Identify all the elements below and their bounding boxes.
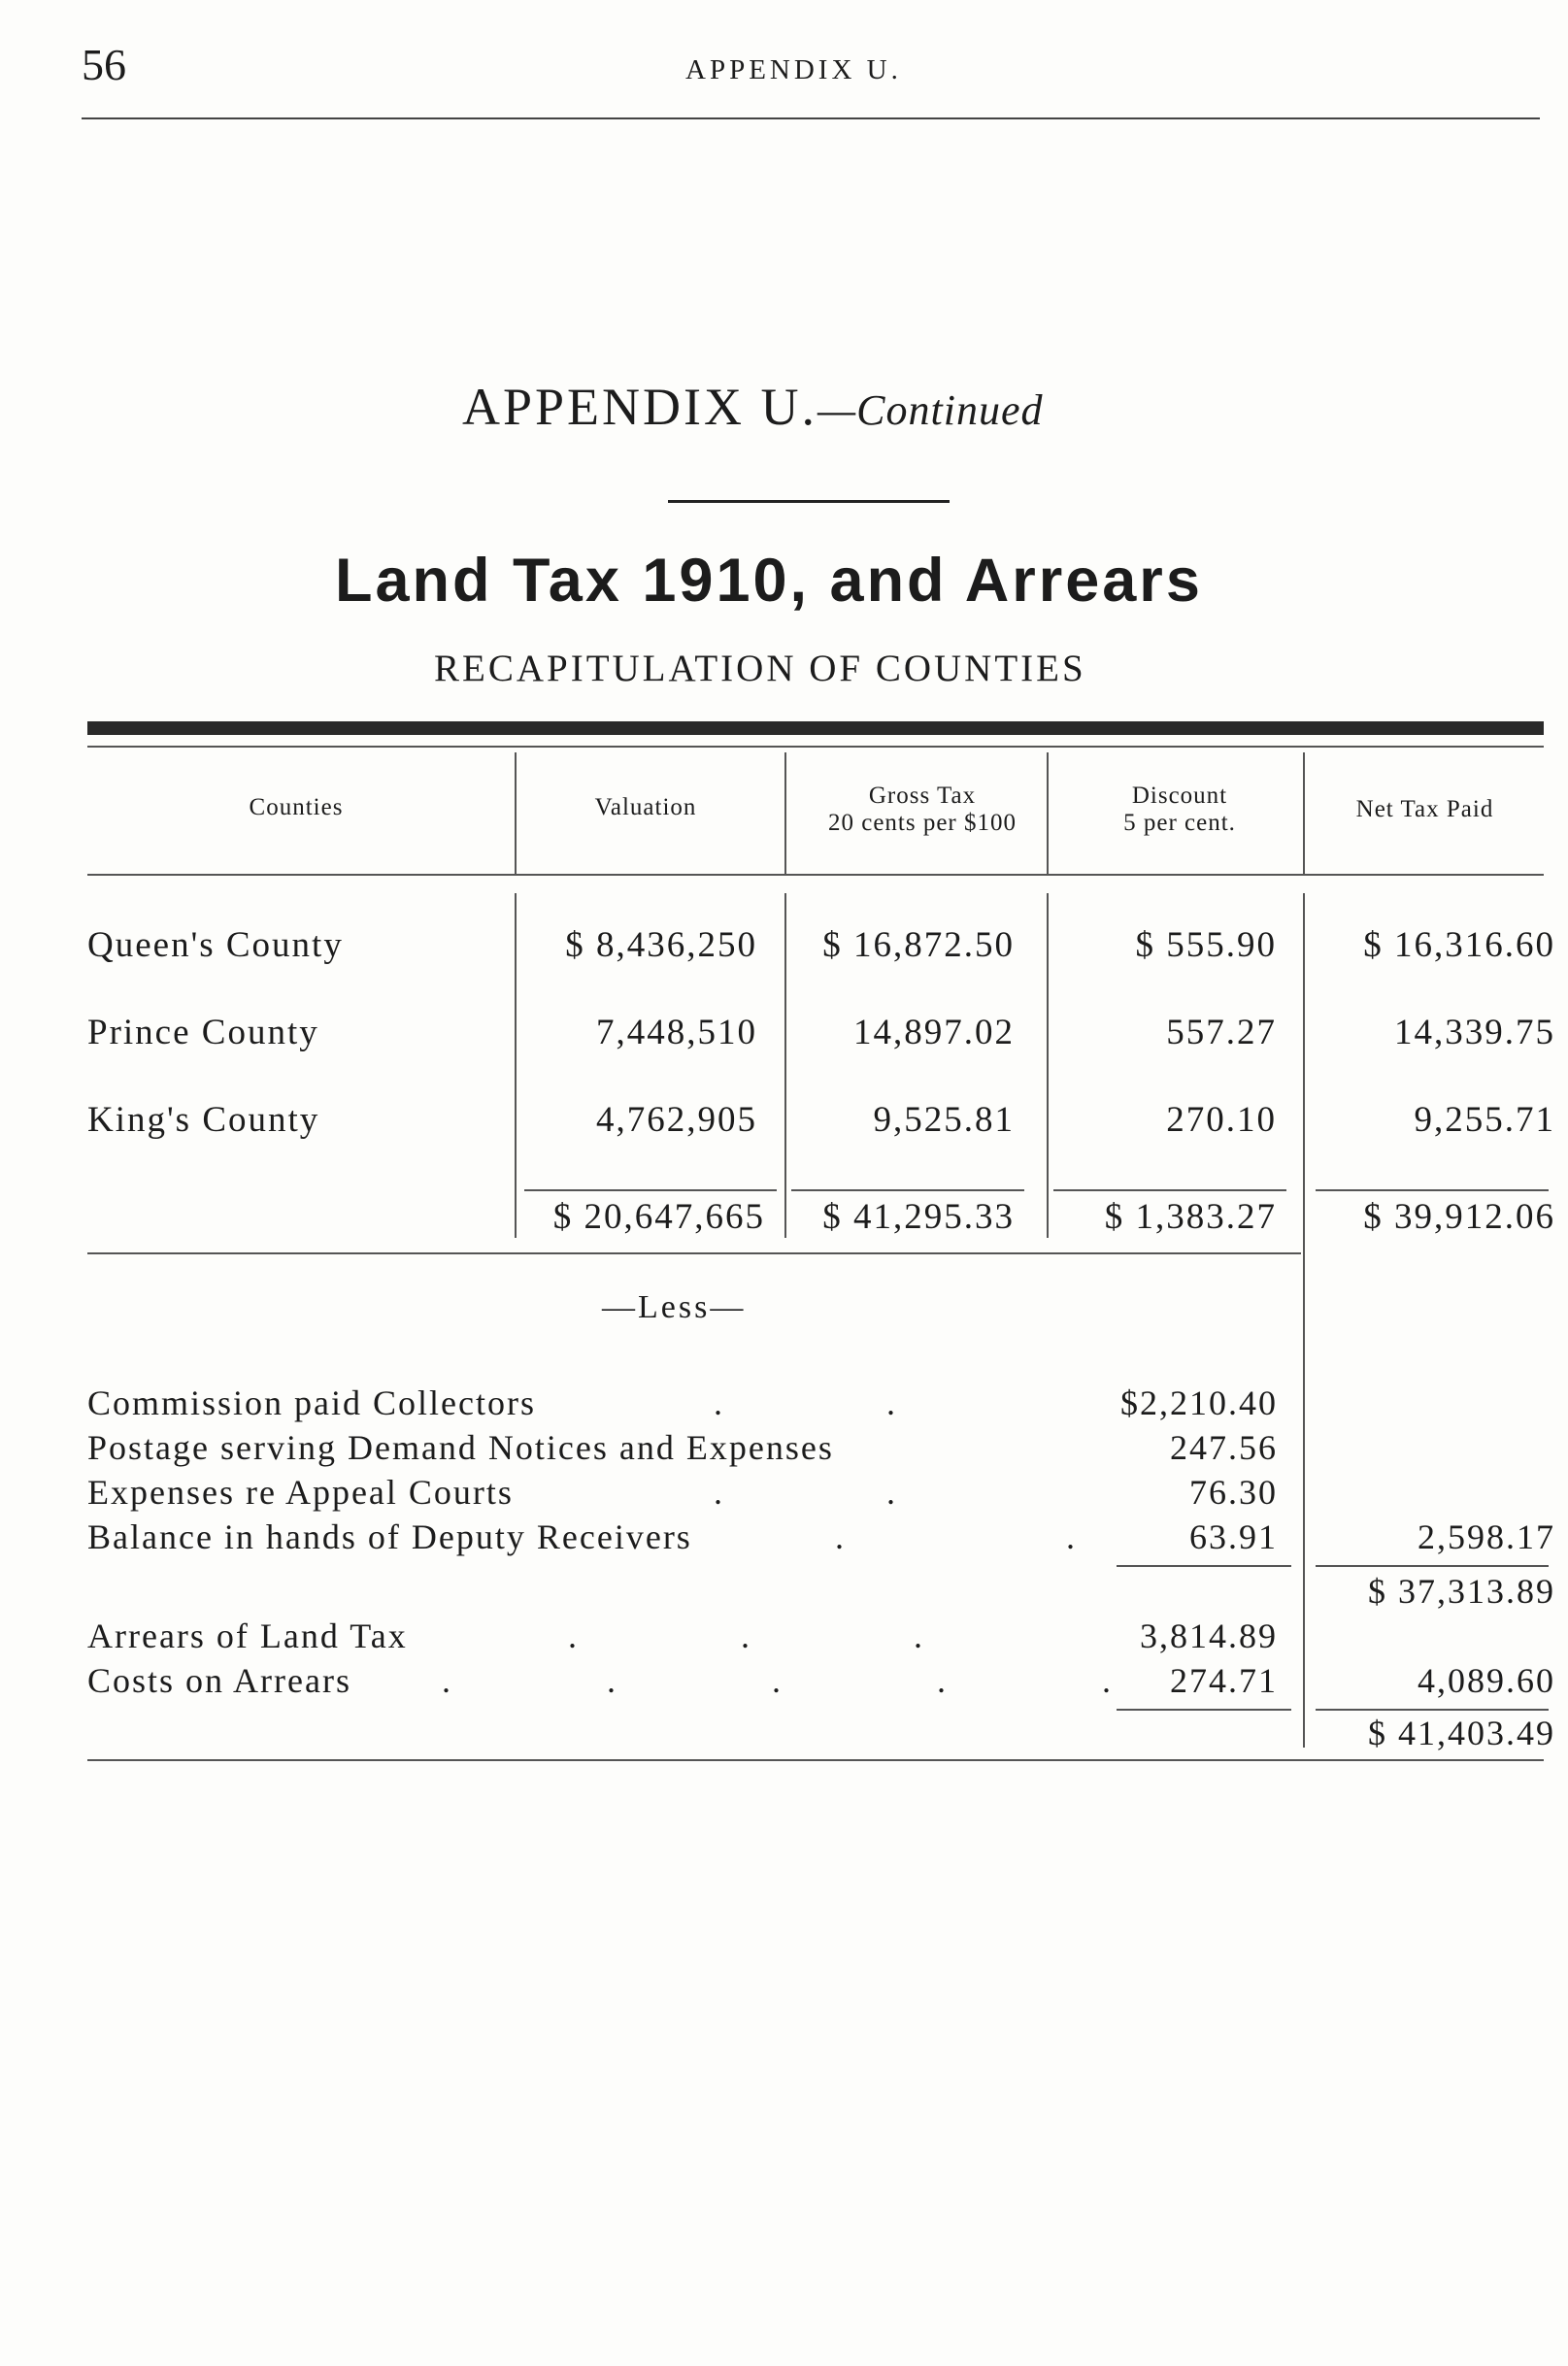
net-tax-total: $ 39,912.06 [1363,1197,1555,1237]
arrears-label: Costs on Arrears [87,1661,351,1700]
deduction-label: Commission paid Collectors [87,1383,536,1422]
net-tax-cell: 9,255.71 [1414,1100,1555,1140]
subtotal-rule [1316,1565,1549,1567]
running-title: APPENDIX U. [685,54,902,85]
county-name: Queen's County [87,925,344,965]
col-separator [1303,893,1305,1748]
discount-total: $ 1,383.27 [1104,1197,1277,1237]
col-separator [515,752,517,874]
table-body-rule [87,1252,1301,1254]
net-tax-cell: 14,339.75 [1394,1013,1555,1052]
discount-rate: 5 per cent. [1123,810,1236,836]
deduction-label: Postage serving Demand Notices and Expenses [87,1428,834,1467]
appendix-label: APPENDIX U. [462,378,818,436]
total-rule [1053,1189,1286,1191]
deduction-amount: $2,210.40 [1120,1383,1278,1422]
col-head-counties: Counties [249,794,344,820]
arrears-sum-rule [1117,1709,1291,1711]
total-rule [524,1189,777,1191]
valuation-cell: $ 8,436,250 [565,925,757,965]
leader-dots: . . . . . [442,1661,1184,1700]
valuation-total: $ 20,647,665 [552,1197,765,1237]
continued-label: —Continued [817,386,1044,434]
main-title: Land Tax 1910, and Arrears [335,547,1203,615]
grand-total-rule [1316,1709,1549,1711]
grand-total: $ 41,403.49 [1368,1714,1555,1752]
leader-dots: . . [714,1383,973,1422]
gross-tax-cell: $ 16,872.50 [822,925,1015,965]
net-tax-cell: $ 16,316.60 [1363,925,1555,965]
gross-tax-rate: 20 cents per $100 [827,810,1018,836]
col-separator [784,893,786,1238]
deduction-label: Expenses re Appeal Courts [87,1473,514,1512]
page-number: 56 [82,40,126,89]
arrears-label: Arrears of Land Tax [87,1616,408,1655]
total-rule [791,1189,1024,1191]
arrears-total: 4,089.60 [1418,1661,1555,1700]
county-name: King's County [87,1100,320,1140]
gross-tax-cell: 14,897.02 [853,1013,1015,1052]
col-head-discount [1058,783,1301,837]
discount-cell: 557.27 [1166,1013,1277,1052]
gross-tax-label: Gross Tax [868,783,977,809]
total-rule [1316,1189,1549,1191]
col-head-net-tax: Net Tax Paid [1355,796,1494,822]
deduction-amount: 247.56 [1170,1428,1278,1467]
less-total: 2,598.17 [1418,1517,1555,1556]
header-rule [82,117,1540,119]
col-head-valuation: Valuation [594,794,697,820]
valuation-cell: 7,448,510 [596,1013,757,1052]
col-separator [515,893,517,1238]
header-top-rule [87,746,1544,748]
appendix-title [462,377,1043,437]
less-sum-rule [1117,1565,1291,1567]
leader-dots: . . . [568,1616,1000,1655]
discount-cell: 270.10 [1166,1100,1277,1140]
header-bottom-rule [87,874,1544,876]
col-separator [1303,752,1305,874]
gross-tax-cell: 9,525.81 [873,1100,1015,1140]
col-separator [1047,893,1049,1238]
col-head-gross-tax [791,783,1053,837]
col-separator [784,752,786,874]
county-name: Prince County [87,1013,319,1052]
subtotal-amount: $ 37,313.89 [1368,1572,1555,1611]
subtitle: RECAPITULATION OF COUNTIES [434,648,1086,689]
arrears-amount: 3,814.89 [1140,1616,1278,1655]
valuation-cell: 4,762,905 [596,1100,757,1140]
deduction-label: Balance in hands of Deputy Receivers [87,1517,692,1556]
gross-tax-total: $ 41,295.33 [822,1197,1015,1237]
title-rule [668,500,950,503]
arrears-amount: 274.71 [1170,1661,1278,1700]
discount-cell: $ 555.90 [1135,925,1277,965]
discount-label: Discount [1131,783,1228,809]
table-top-rule [87,721,1544,735]
col-separator [1047,752,1049,874]
less-heading: —Less— [602,1289,747,1325]
leader-dots: . . [714,1473,973,1512]
deduction-amount: 76.30 [1189,1473,1278,1512]
leader-dots: . . [835,1517,1182,1556]
deduction-amount: 63.91 [1189,1517,1278,1556]
table-bottom-rule [87,1759,1544,1761]
